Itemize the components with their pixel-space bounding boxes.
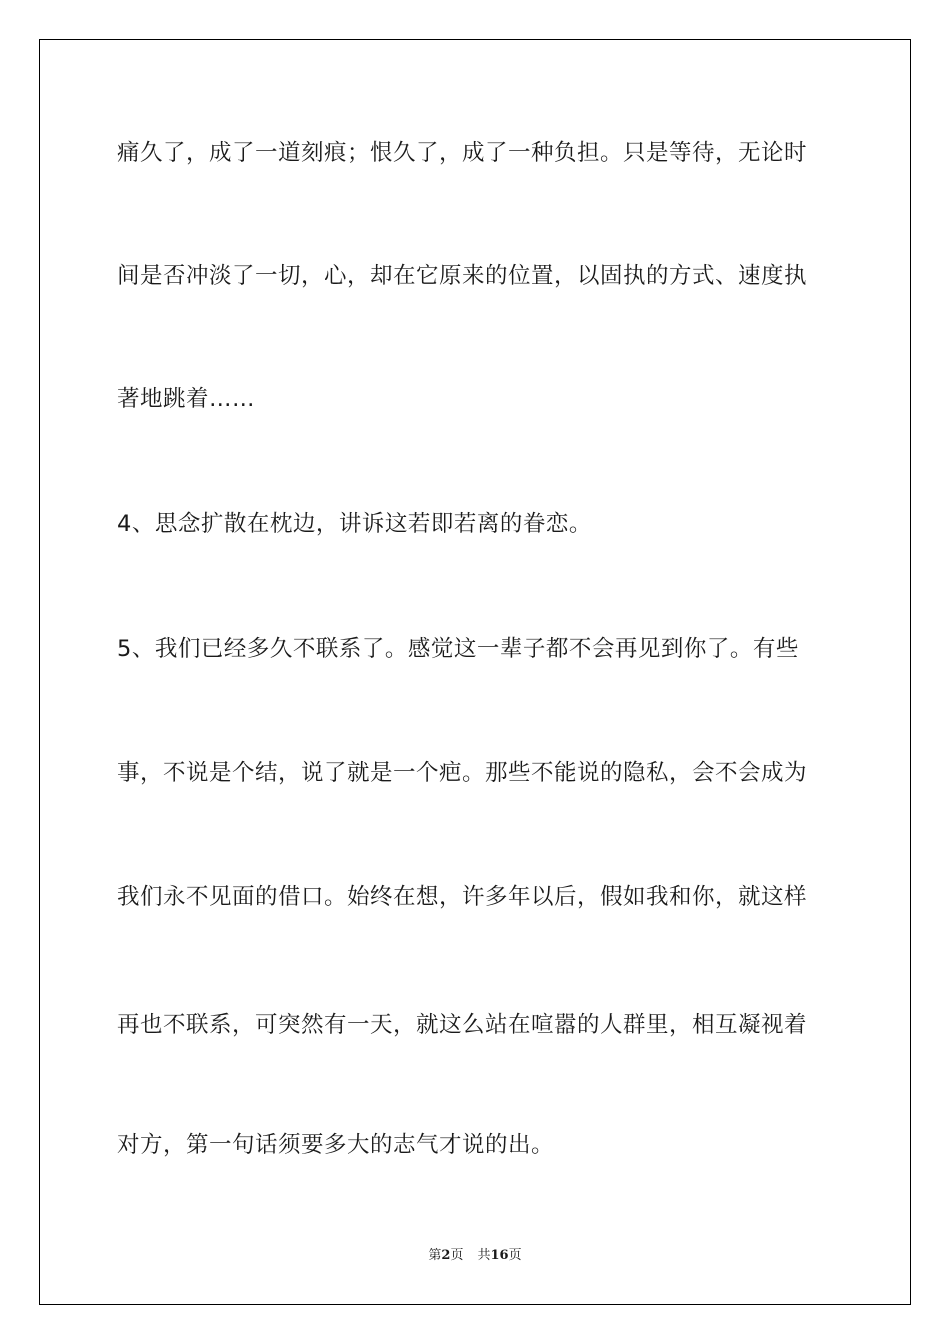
page-suffix: 页 <box>450 1248 464 1263</box>
page-border <box>39 39 911 1305</box>
total-pages: 16 <box>490 1248 509 1263</box>
text-line: 事，不说是个结，说了就是一个疤。那些不能说的隐私，会不会成为 <box>117 760 808 786</box>
text-line: 4、思念扩散在枕边，讲诉这若即若离的眷恋。 <box>117 511 592 537</box>
text-line: 对方，第一句话须要多大的志气才说的出。 <box>117 1132 555 1158</box>
page-number: 2 <box>441 1248 451 1263</box>
text-line: 5、我们已经多久不联系了。感觉这一辈子都不会再见到你了。有些 <box>117 636 799 662</box>
text-line: 著地跳着…… <box>117 386 256 412</box>
text-line: 间是否冲淡了一切，心，却在它原来的位置，以固执的方式、速度执 <box>117 263 808 289</box>
page-footer <box>0 1247 950 1265</box>
text-line: 再也不联系，可突然有一天，就这么站在喧嚣的人群里，相互凝视着 <box>117 1012 808 1038</box>
total-prefix: 共 <box>477 1248 491 1263</box>
total-suffix: 页 <box>508 1248 522 1263</box>
text-line: 痛久了，成了一道刻痕；恨久了，成了一种负担。只是等待，无论时 <box>117 140 808 166</box>
page-prefix: 第 <box>428 1248 442 1263</box>
text-line: 我们永不见面的借口。始终在想，许多年以后，假如我和你，就这样 <box>117 884 808 910</box>
